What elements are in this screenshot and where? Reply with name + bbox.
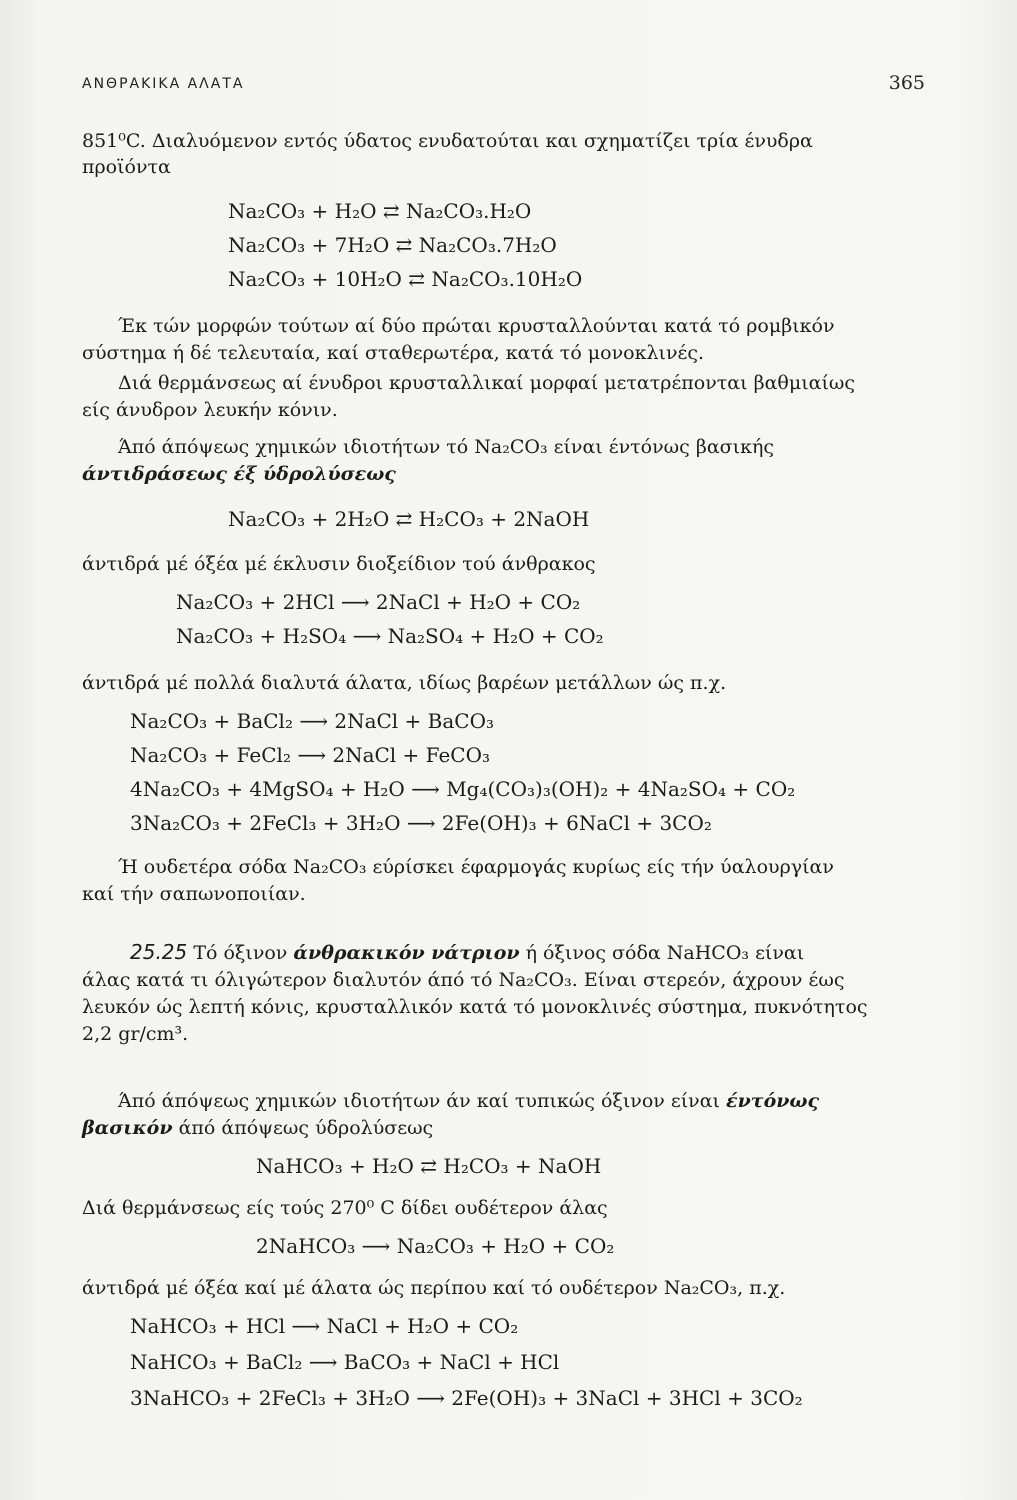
equation: Na₂CO₃ + FeCl₂ ⟶ 2NaCl + FeCO₃ [130,743,491,767]
section-first-line [130,939,925,966]
text-line: καί τήν σαπωνοποιίαν. [82,883,306,905]
term: έντόνως [726,1090,820,1112]
text-line: σύστημα ή δέ τελευταία, καί σταθερωτέρα, κατά τό μονοκλινές. [82,342,705,364]
text-span: Άπό άπόψεως χημικών ιδιοτήτων άν καί τυπικώς όξινον είναι [118,1090,720,1112]
text-line: άλας κατά τι όλιγώτερον διαλυτόν άπό τό Na₂CO₃. Είναι στερεόν, άχρουν έως [82,969,845,991]
equation: Na₂CO₃ + 2HCl ⟶ 2NaCl + H₂O + CO₂ [176,590,581,614]
text-line: άντιδράσεως έξ ύδρολύσεως [82,463,396,485]
equation: 4Na₂CO₃ + 4MgSO₄ + H₂O ⟶ Mg₄(CO₃)₃(OH)₂ + 4Na₂SO₄ + CO₂ [130,777,796,801]
equation: Na₂CO₃ + H₂O ⇄ Na₂CO₃.H₂O [228,199,532,223]
text-line: 2,2 gr/cm³. [82,1023,189,1045]
text-line: 851⁰C. Διαλυόμενον εντός ύδατος ενυδατούται και σχηματίζει τρία ένυδρα [82,130,813,152]
text-line: άντιδρά μέ πολλά διαλυτά άλατα, ιδίως βαρέων μετάλλων ώς π.χ. [82,672,727,694]
text-line-mixed [82,1115,925,1141]
text-line: Ή ουδετέρα σόδα Na₂CO₃ εύρίσκει έφαρμογάς κυρίως είς τήν ύαλουργίαν [118,856,834,878]
equation: 3Na₂CO₃ + 2FeCl₃ + 3H₂O ⟶ 2Fe(OH)₃ + 6NaCl + 3CO₂ [130,811,712,835]
text-line-mixed [118,1088,925,1114]
text-line: λευκόν ώς λεπτή κόνις, κρυσταλλικόν κατά τό μονοκλινές σύστημα, πυκνότητος [82,996,868,1018]
equation: Na₂CO₃ + 10H₂O ⇄ Na₂CO₃.10H₂O [228,267,583,291]
text-line: Άπό άπόψεως χημικών ιδιοτήτων τό Na₂CO₃ είναι έντόνως βασικής [118,436,774,458]
text-line: προϊόντα [82,156,171,178]
equation: NaHCO₃ + H₂O ⇄ H₂CO₃ + NaOH [256,1154,602,1178]
section-number: 25.25 [130,940,188,964]
equation: Na₂CO₃ + 7H₂O ⇄ Na₂CO₃.7H₂O [228,233,557,257]
text-line: Διά θερμάνσεως είς τούς 270⁰ C δίδει ουδέτερον άλας [82,1197,608,1219]
text-line: άντιδρά μέ όξέα μέ έκλυσιν διοξείδιον τού άνθρακος [82,553,596,575]
term: βασικόν [82,1117,173,1139]
text-line: Έκ τών μορφών τούτων αί δύο πρώται κρυσταλλούνται κατά τό ρομβικόν [118,315,835,337]
equation: NaHCO₃ + HCl ⟶ NaCl + H₂O + CO₂ [130,1314,519,1338]
text-span: άπό άπόψεως ύδρολύσεως [178,1117,434,1139]
equation: NaHCO₃ + BaCl₂ ⟶ BaCO₃ + NaCl + HCl [130,1350,560,1374]
text-line: άντιδρά μέ όξέα καί μέ άλατα ώς περίπου καί τό ουδέτερον Na₂CO₃, π.χ. [82,1277,786,1299]
equation: 3NaHCO₃ + 2FeCl₃ + 3H₂O ⟶ 2Fe(OH)₃ + 3NaCl + 3HCl + 3CO₂ [130,1386,803,1410]
term: άνθρακικόν νάτριον [293,942,520,964]
equation: Na₂CO₃ + 2H₂O ⇄ H₂CO₃ + 2NaOH [228,507,590,531]
page-number: 365 [888,72,925,94]
equation: Na₂CO₃ + H₂SO₄ ⟶ Na₂SO₄ + H₂O + CO₂ [176,624,604,648]
text-span: ή όξινος σόδα NaHCO₃ είναι [525,942,805,964]
text-line: είς άνυδρον λευκήν κόνιν. [82,399,338,421]
equation: Na₂CO₃ + BaCl₂ ⟶ 2NaCl + BaCO₃ [130,709,495,733]
equation: 2NaHCO₃ ⟶ Na₂CO₃ + H₂O + CO₂ [256,1234,615,1258]
running-head: ΑΝΘΡΑΚΙΚΑ ΑΛΑΤΑ [82,76,245,92]
page-header [82,72,925,102]
text-span: Τό όξινον [193,942,288,964]
text-line: Διά θερμάνσεως αί ένυδροι κρυσταλλικαί μορφαί μετατρέπονται βαθμιαίως [118,372,856,394]
